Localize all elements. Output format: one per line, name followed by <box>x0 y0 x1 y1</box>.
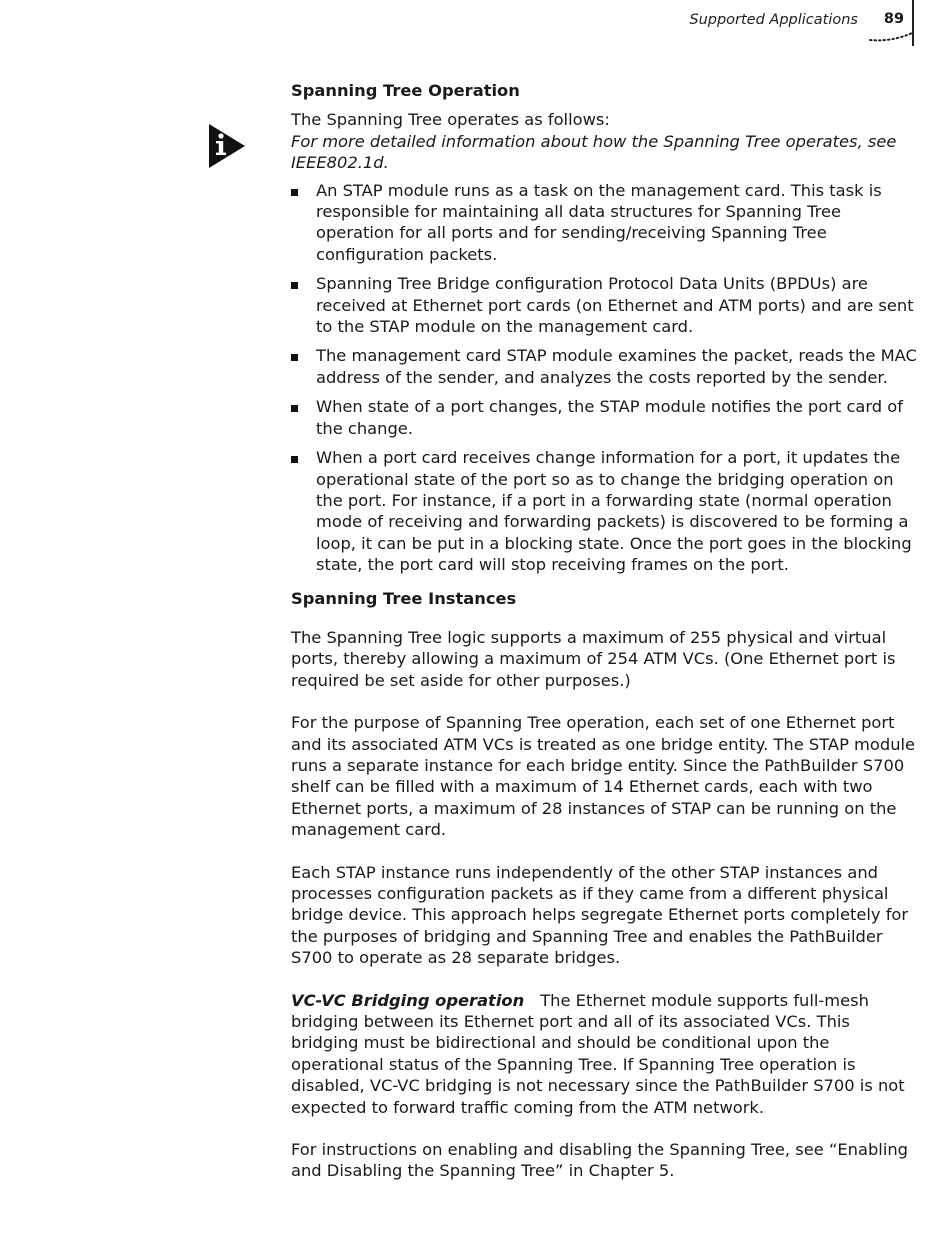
list-item <box>291 273 921 337</box>
paragraph-ports: The Spanning Tree logic supports a maximum of 255 physical and virtual ports, thereby allowing a maximum of 254 ATM VCs. (One Ethernet port is required be set aside for other purposes.) <box>291 627 896 690</box>
section-heading-operation: Spanning Tree Operation <box>291 81 520 100</box>
list-item-text: When state of a port changes, the STAP module notifies the port card of the change. <box>316 397 903 438</box>
running-title: Supported Applications <box>689 12 858 28</box>
vc-vc-text: The Ethernet module supports full-mesh bridging between its Ethernet port and all of its associated VCs. This bridging must be bidirectional and should be conditional upon the operational status of the Spanning Tree. If Spanning Tree operation is disabled, VC-VC bridging is not necessary since the PathBuilder S700 is not expected to forward traffic coming from the ATM network. <box>291 990 905 1117</box>
bullet-marker <box>291 282 298 289</box>
bullet-marker <box>291 354 298 361</box>
section-heading-instances: Spanning Tree Instances <box>291 588 517 608</box>
paragraph-stap-instances: Each STAP instance runs independently of the other STAP instances and processes configuration packets as if they came from a different physical bridge device. This approach helps segregate Ethernet ports completely for the purposes of bridging and Spanning Tree and enables the PathBuilder S700 to operate as 28 separate bridges. <box>291 862 909 968</box>
info-note <box>291 131 921 174</box>
list-item <box>291 447 921 575</box>
list-item-text: When a port card receives change information for a port, it updates the operational state of the port so as to change the bridging operation on the port. For instance, if a port in a forwarding state (normal operation mode of receiving and forwarding packets) is discovered to be forming a loop, it can be put in a blocking state. Once the port goes in the blocking state, the port card will stop receiving frames on the port. <box>316 448 912 575</box>
header-dotted-curve <box>868 31 914 45</box>
run-in-heading-vc-vc: VC-VC Bridging operation <box>291 990 525 1010</box>
intro-paragraph: The Spanning Tree operates as follows: <box>291 110 610 130</box>
list-item <box>291 396 921 439</box>
list-item-text: Spanning Tree Bridge configuration Protocol Data Units (BPDUs) are received at Ethernet port cards (on Ethernet and ATM ports) and are sent to the STAP module on the management card. <box>316 274 914 337</box>
bullet-list <box>291 180 921 576</box>
page-number: 89 <box>883 11 905 27</box>
bullet-marker <box>291 189 298 196</box>
bullet-marker <box>291 456 298 463</box>
paragraph-bridge-entity: For the purpose of Spanning Tree operation, each set of one Ethernet port and its associated ATM VCs is treated as one bridge entity. The STAP module runs a separate instance for each bridge entity. Since the PathBuilder S700 shelf can be filled with a maximum of 14 Ethernet cards, each with two Ethernet ports, a maximum of 28 instances of STAP can be running on the management card. <box>291 713 916 840</box>
note-text: For more detailed information about how the Spanning Tree operates, see IEEE802.1d. <box>291 131 897 173</box>
paragraph-vc-vc-bridging <box>291 990 921 1118</box>
bullet-marker <box>291 405 298 412</box>
list-item <box>291 180 921 266</box>
page-content <box>291 80 921 1182</box>
list-item-text: An STAP module runs as a task on the management card. This task is responsible for maintaining all data structures for Spanning Tree operation for all ports and for sending/receiving Spanning Tree configuration packets. <box>316 180 882 264</box>
list-item <box>291 345 921 388</box>
page-header <box>0 0 950 60</box>
info-icon <box>209 124 247 168</box>
list-item-text: The management card STAP module examines the packet, reads the MAC address of the sender, and analyzes the costs reported by the sender. <box>316 346 917 387</box>
paragraph-closing-reference: For instructions on enabling and disabling the Spanning Tree, see “Enabling and Disabling the Spanning Tree” in Chapter 5. <box>291 1140 908 1181</box>
